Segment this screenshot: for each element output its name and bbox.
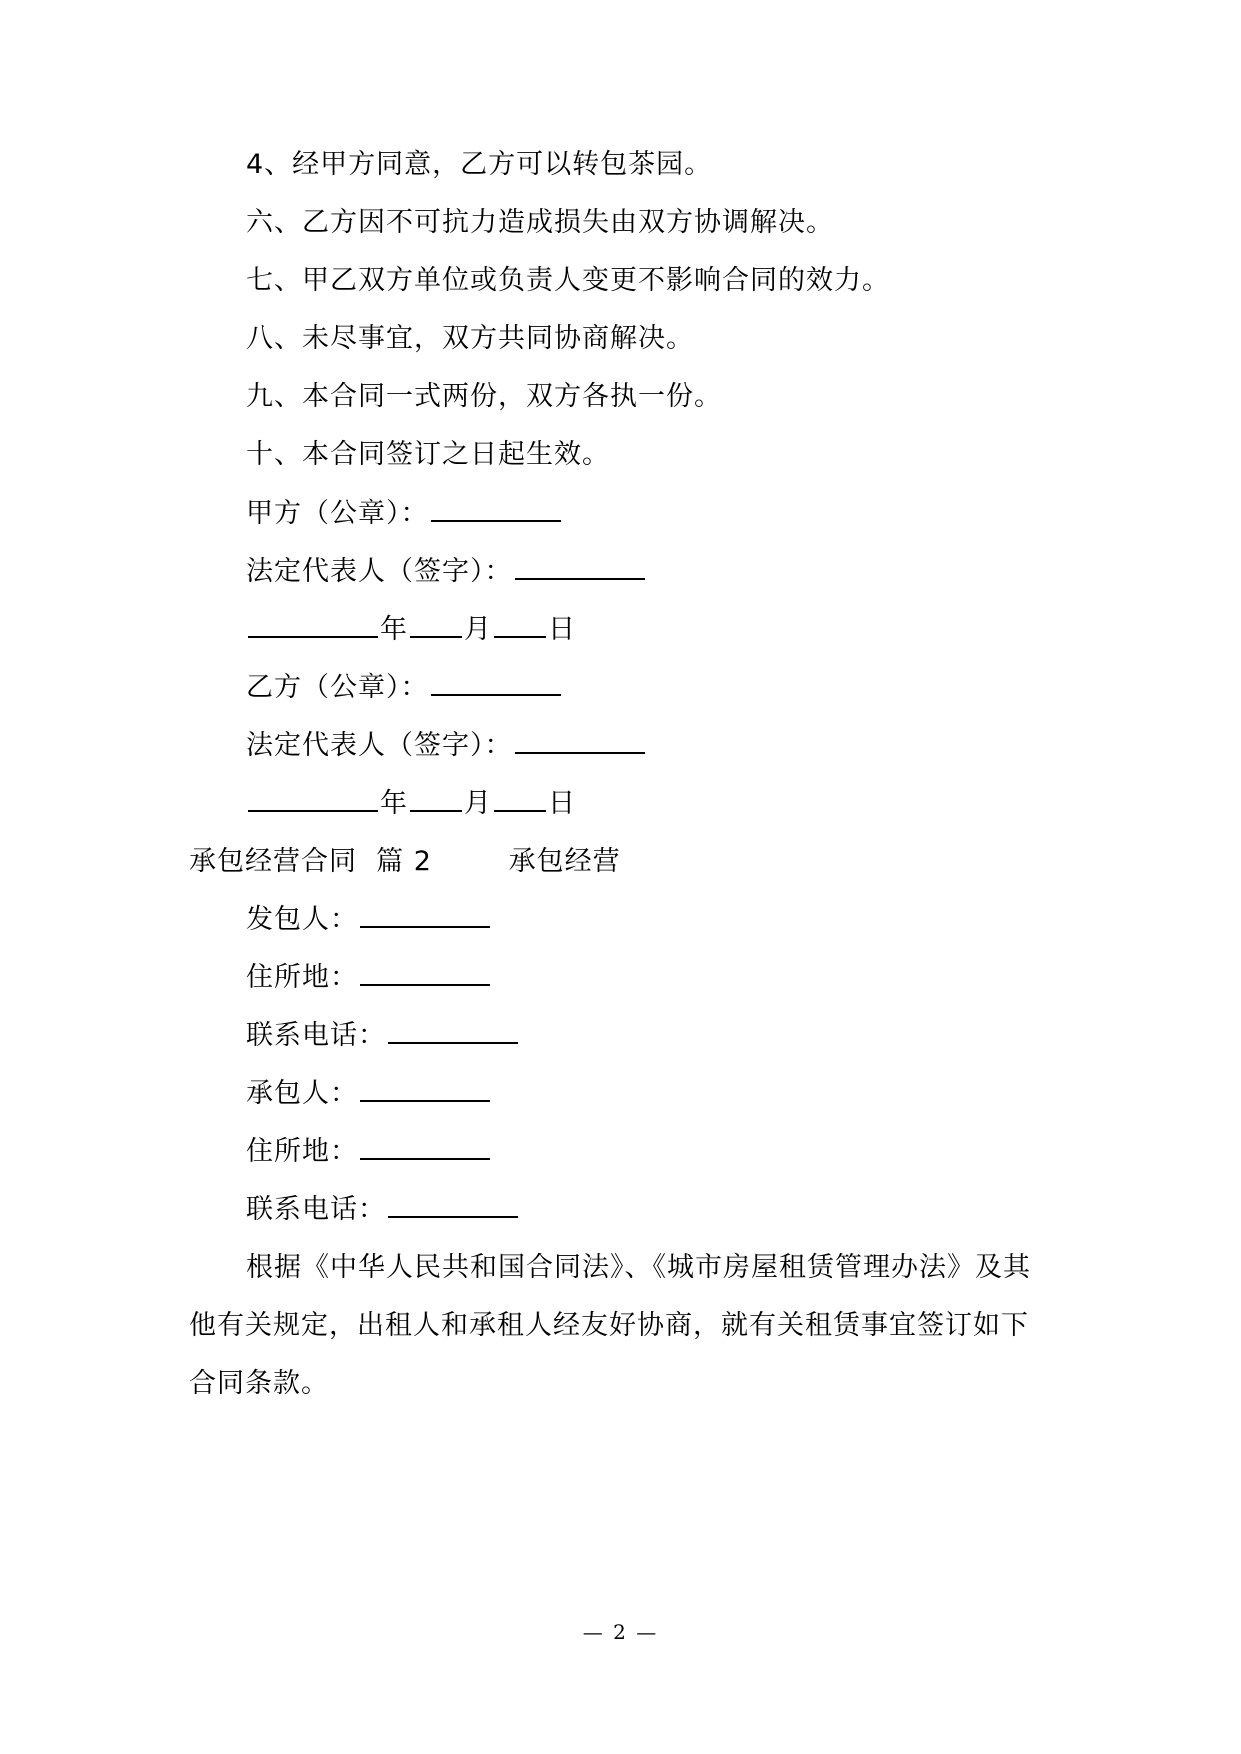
year-label: 年 xyxy=(380,788,408,819)
body-paragraph-line-2: 他有关规定，出租人和承租人经友好协商，就有关租赁事宜签订如下 xyxy=(189,1310,1029,1341)
address-blank-1 xyxy=(360,958,490,986)
phone-label: 联系电话： xyxy=(246,1194,386,1225)
clause-7: 七、甲乙双方单位或负责人变更不影响合同的效力。 xyxy=(246,265,890,296)
address-line-2 xyxy=(246,1132,492,1172)
phone-line-1 xyxy=(246,1016,520,1056)
party-a-seal-label: 甲方（公章）： xyxy=(246,498,429,529)
party-a-seal-blank xyxy=(431,494,561,522)
month-label: 月 xyxy=(464,788,492,819)
clause-8: 八、未尽事宜，双方共同协商解决。 xyxy=(246,323,694,354)
address-label: 住所地： xyxy=(246,962,358,993)
phone-blank-1 xyxy=(388,1016,518,1044)
party-a-seal-line xyxy=(246,494,563,534)
page-number: — 2 — xyxy=(582,1620,659,1644)
party-b-seal-blank xyxy=(431,668,561,696)
clause-10: 十、本合同签订之日起生效。 xyxy=(246,439,610,470)
clause-9: 九、本合同一式两份，双方各执一份。 xyxy=(246,381,722,412)
contractor-out-label: 发包人： xyxy=(246,904,358,935)
party-a-day-blank xyxy=(494,610,546,638)
phone-blank-2 xyxy=(388,1190,518,1218)
party-a-rep-label: 法定代表人（签字）： xyxy=(246,556,513,587)
party-b-seal-label: 乙方（公章）： xyxy=(246,672,429,703)
phone-label: 联系电话： xyxy=(246,1020,386,1051)
contractor-in-blank xyxy=(360,1074,490,1102)
day-label: 日 xyxy=(548,614,576,645)
body-paragraph-line-1: 根据《中华人民共和国合同法》、《城市房屋租赁管理办法》及其 xyxy=(246,1252,1031,1283)
address-blank-2 xyxy=(360,1132,490,1160)
body-paragraph-line-3: 合同条款。 xyxy=(189,1368,329,1399)
month-label: 月 xyxy=(464,614,492,645)
clause-6: 六、乙方因不可抗力造成损失由双方协调解决。 xyxy=(246,207,834,238)
contractor-in-label: 承包人： xyxy=(246,1078,358,1109)
party-b-seal-line xyxy=(246,668,563,708)
party-a-date-line xyxy=(246,610,576,650)
address-line-1 xyxy=(246,958,492,998)
party-a-year-blank xyxy=(248,610,378,638)
party-b-year-blank xyxy=(248,784,378,812)
party-a-month-blank xyxy=(410,610,462,638)
contractor-out-blank xyxy=(360,900,490,928)
phone-line-2 xyxy=(246,1190,520,1230)
day-label: 日 xyxy=(548,788,576,819)
party-b-date-line xyxy=(246,784,576,824)
contractor-out-line xyxy=(246,900,492,940)
section-heading: 承包经营合同 篇 2 承包经营 xyxy=(189,846,621,877)
party-b-month-blank xyxy=(410,784,462,812)
party-a-rep-blank xyxy=(515,552,645,580)
party-b-rep-blank xyxy=(515,726,645,754)
party-b-rep-line xyxy=(246,726,647,766)
year-label: 年 xyxy=(380,614,408,645)
party-b-rep-label: 法定代表人（签字）： xyxy=(246,730,513,761)
address-label: 住所地： xyxy=(246,1136,358,1167)
party-b-day-blank xyxy=(494,784,546,812)
clause-4: 4、经甲方同意，乙方可以转包茶园。 xyxy=(246,149,713,180)
contractor-in-line xyxy=(246,1074,492,1114)
party-a-rep-line xyxy=(246,552,647,592)
